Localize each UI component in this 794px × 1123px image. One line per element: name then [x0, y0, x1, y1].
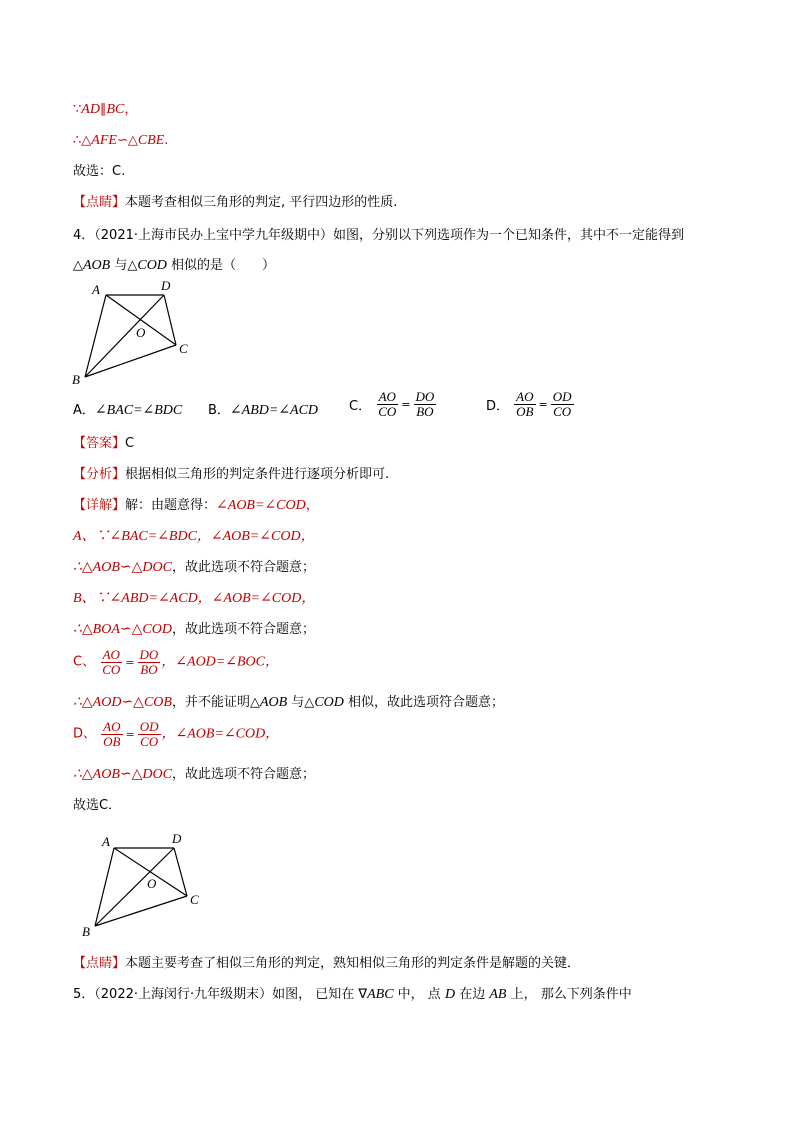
- diagonal-bd: [95, 848, 174, 926]
- option-c[interactable]: [349, 390, 437, 419]
- option-b[interactable]: [208, 399, 318, 419]
- denominator: OB: [516, 404, 534, 419]
- label-d: D: [172, 831, 182, 846]
- answer-value: C: [125, 436, 135, 451]
- step-d-line-1: [73, 720, 279, 749]
- diagonal-bd: [85, 295, 164, 377]
- analysis-tag: 【分析】: [73, 467, 126, 482]
- question-4-line-1: 4．（2021·上海市民办上宝中学九年级期中）如图，分别以下列选项作为一个已知条件，其中不一定能得到: [73, 228, 684, 243]
- point-d: D: [444, 987, 456, 1002]
- option-b-label: B．: [208, 403, 230, 418]
- numerator: OD: [552, 389, 572, 404]
- label-o: O: [136, 325, 146, 340]
- connector-text: 与△: [110, 258, 138, 273]
- triangle-cod: COD: [314, 695, 344, 710]
- label-o: O: [147, 876, 157, 891]
- step-a-line-2: [73, 559, 315, 577]
- comma: ，: [305, 498, 319, 513]
- dianjing-line-1: [73, 194, 397, 212]
- step-c-mid: ，并不能证明△: [171, 695, 260, 710]
- quadrilateral-figure-1: [68, 278, 198, 388]
- quadrilateral-figure-2: [77, 828, 207, 938]
- question-5-start: 5．（2022·上海闵行·九年级期末）如图， 已知在 ∇: [73, 987, 368, 1002]
- fraction-od-co: [551, 390, 574, 419]
- step-d-label: D、: [73, 726, 97, 742]
- edge-ba: [85, 295, 106, 377]
- numerator: DO: [415, 389, 435, 404]
- triangle-abc: ABC: [367, 987, 394, 1002]
- question-4-line-2: [73, 257, 275, 275]
- option-a[interactable]: [73, 399, 182, 419]
- option-d-label: D．: [486, 399, 510, 414]
- step-b-verdict: ，故此选项不符合题意；: [171, 622, 315, 637]
- similar-symbol: ∽△: [116, 133, 138, 148]
- therefore-symbol: ∵: [73, 102, 82, 117]
- question-5-end: 上， 那么下列条件中: [506, 987, 632, 1002]
- detail-text: 解：由题意得：: [125, 498, 217, 513]
- fraction-do-bo: [138, 648, 161, 677]
- detail-line: [73, 497, 319, 515]
- numerator: AO: [516, 389, 534, 404]
- parallel-symbol: ∥: [99, 102, 107, 117]
- step-c-line-2: [73, 694, 504, 712]
- triangle-cbe: CBE: [137, 133, 165, 148]
- therefore-triangle: ∴△: [73, 133, 92, 148]
- equals-sign: =: [538, 398, 548, 411]
- choose-c-line: 故选：C.: [73, 164, 126, 179]
- denominator: CO: [102, 662, 121, 677]
- analysis-text: 根据相似三角形的判定条件进行逐项分析即可.: [125, 467, 390, 482]
- denominator: CO: [140, 734, 159, 749]
- triangle-afe: AFE: [91, 133, 117, 148]
- numerator: AO: [102, 647, 120, 662]
- option-c-label: C．: [349, 399, 372, 414]
- equals-sign: =: [401, 398, 411, 411]
- label-b: B: [72, 372, 80, 387]
- triangle-aob: AOB: [83, 258, 111, 273]
- step-c-line-1: [73, 648, 279, 677]
- label-c: C: [190, 892, 199, 907]
- segment-bc: BC: [106, 102, 125, 117]
- fraction-od-co: [138, 720, 161, 749]
- segment-ab: AB: [489, 987, 507, 1002]
- denominator: OB: [103, 734, 121, 749]
- question-5-mid2: 在边: [455, 987, 490, 1002]
- equals-sign: =: [125, 655, 135, 669]
- denominator: CO: [553, 404, 572, 419]
- numerator: OD: [139, 719, 159, 734]
- fraction-do-bo: [414, 390, 437, 419]
- denominator: CO: [378, 404, 397, 419]
- numerator: AO: [378, 389, 396, 404]
- label-a: A: [102, 834, 110, 849]
- label-a: A: [92, 282, 100, 297]
- proof-line-similar: [73, 132, 168, 150]
- label-c: C: [179, 341, 188, 356]
- step-d-verdict: ，故此选项不符合题意；: [171, 767, 315, 782]
- numerator: AO: [103, 719, 121, 734]
- analysis-line: [73, 466, 389, 484]
- fraction-ao-ob: [514, 390, 535, 419]
- step-d-condition: ，∠AOB=∠COD，: [161, 726, 280, 742]
- segment-ad: AD: [81, 102, 100, 117]
- proof-line-parallel: [73, 101, 137, 119]
- detail-tag: 【详解】: [73, 498, 126, 513]
- denominator: BO: [140, 662, 158, 677]
- dianjing-tag: 【点睛】: [73, 956, 126, 971]
- label-b: B: [82, 924, 90, 938]
- option-b-text: ∠ABD=∠ACD: [229, 403, 319, 418]
- step-b-line-2: [73, 621, 315, 639]
- equals-sign: =: [125, 727, 135, 741]
- triangle-symbol: △: [73, 258, 83, 273]
- triangle-cod: COD: [137, 258, 167, 273]
- step-a-verdict: ，故此选项不符合题意；: [171, 560, 315, 575]
- edge-cb: [85, 345, 176, 377]
- numerator: DO: [139, 647, 159, 662]
- step-c-similar: ∴△AOD∽△COB: [73, 695, 172, 710]
- step-c-label: C、: [73, 654, 96, 670]
- edge-cb: [95, 896, 187, 926]
- answer-tag: 【答案】: [73, 436, 126, 451]
- fraction-ao-ob: [101, 720, 122, 749]
- edge-ba: [95, 848, 114, 926]
- denominator: BO: [416, 404, 434, 419]
- fraction-ao-co: [376, 390, 398, 419]
- step-b-line-1: B、∵∠ABD=∠ACD，∠AOB=∠COD，: [73, 591, 316, 606]
- options-row: [73, 390, 723, 426]
- step-c-verdict: 相似，故此选项符合题意；: [343, 695, 505, 710]
- step-d-line-2: [73, 766, 315, 784]
- option-a-label: A．: [73, 403, 95, 418]
- step-a-line-1: A、∵∠BAC=∠BDC，∠AOB=∠COD，: [73, 529, 315, 544]
- answer-line: [73, 435, 134, 453]
- conclusion-line: 故选C．: [73, 798, 122, 813]
- step-a-similar: ∴△AOB∽△DOC: [73, 560, 172, 575]
- connector-text: 与△: [287, 695, 315, 710]
- question-tail: 相似的是（ ）: [166, 258, 276, 273]
- triangle-aob: AOB: [259, 695, 288, 710]
- option-a-text: ∠BAC=∠BDC: [94, 403, 183, 418]
- step-b-similar: ∴△BOA∽△COD: [73, 622, 172, 637]
- fraction-ao-co: [100, 648, 122, 677]
- dianjing-text: 本题主要考查了相似三角形的判定，熟知相似三角形的判定条件是解题的关键．: [125, 956, 581, 971]
- step-c-condition: ，∠AOD=∠BOC，: [161, 654, 279, 670]
- option-d[interactable]: [486, 390, 575, 419]
- label-d: D: [161, 278, 171, 293]
- question-5-mid: 中， 点: [393, 987, 445, 1002]
- detail-equation: ∠AOB=∠COD: [216, 498, 306, 513]
- question-5-line-1: [73, 986, 632, 1004]
- dianjing-line-2: [73, 955, 580, 973]
- dianjing-tag: 【点睛】: [73, 195, 126, 210]
- period: .: [164, 133, 169, 148]
- comma: ，: [124, 102, 138, 117]
- dianjing-text: 本题考查相似三角形的判定, 平行四边形的性质.: [125, 195, 398, 210]
- step-d-similar: ∴△AOB∽△DOC: [73, 767, 172, 782]
